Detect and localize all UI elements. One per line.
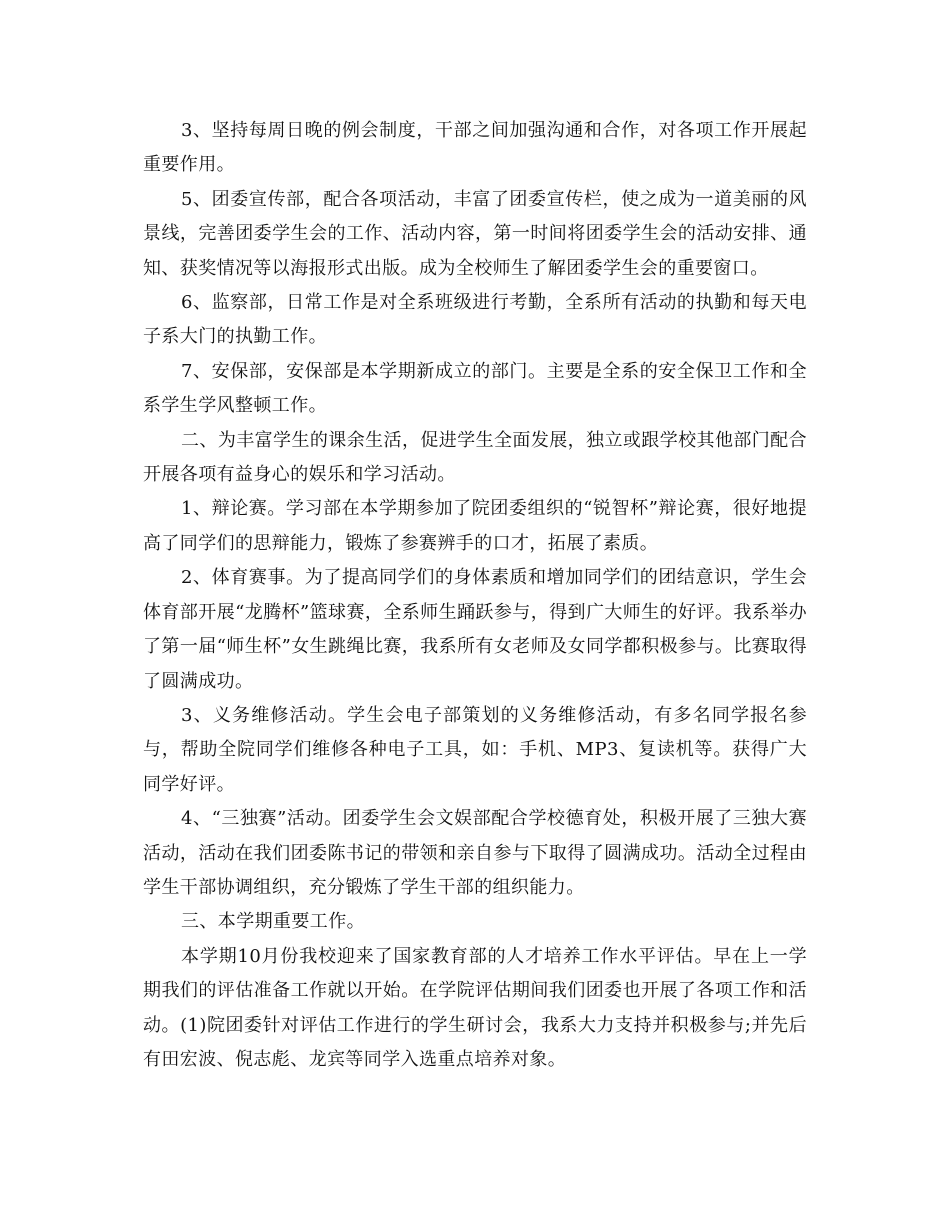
paragraph-section-three-heading: 三、本学期重要工作。 [181,911,365,933]
paragraph-supervision-dept: 6、监察部，日常工作是对全系班级进行考勤，全系所有活动的执勤和每天电子系大门的执勤工作。 [143,292,807,348]
document-body [143,114,807,1077]
paragraph-three-solo-contest: 4、“三独赛”活动。团委学生会文娱部配合学校德育处，积极开展了三独大赛活动，活动在我们团委陈书记的带领和亲自参与下取得了圆满成功。活动全过程由学生干部协调组织，充分锻炼了学生干部的组织能力。 [143,808,807,898]
paragraph-debate: 1、辩论赛。学习部在本学期参加了院团委组织的“锐智杯”辩论赛，很好地提高了同学们的思辩能力，锻炼了参赛辨手的口才，拓展了素质。 [143,498,807,554]
paragraph-volunteer-repair: 3、义务维修活动。学生会电子部策划的义务维修活动，有多名同学报名参与，帮助全院同学们维修各种电子工具，如：手机、MP3、复读机等。获得广大同学好评。 [143,704,807,795]
paragraph-weekly-meeting: 3、坚持每周日晚的例会制度，干部之间加强沟通和合作，对各项工作开展起重要作用。 [143,120,807,176]
paragraph-section-two-heading: 二、为丰富学生的课余生活，促进学生全面发展，独立或跟学校其他部门配合开展各项有益身心的娱乐和学习活动。 [143,429,807,486]
paragraph-evaluation-work: 本学期10月份我校迎来了国家教育部的人才培养工作水平评估。早在上一学期我们的评估准备工作就以开始。在学院评估期间我们团委也开展了各项工作和活动。(1)院团委针对评估工作进行的学生研讨会，我系大力支持并积极参与;并先后有田宏波、倪志彪、龙宾等同学入选重点培养对象。 [143,945,807,1070]
paragraph-publicity-dept: 5、团委宣传部，配合各项活动，丰富了团委宣传栏，使之成为一道美丽的风景线，完善团委学生会的工作、活动内容，第一时间将团委学生会的活动安排、通知、获奖情况等以海报形式出版。成为全校师生了解团委学生会的重要窗口。 [143,188,807,279]
paragraph-sports-events: 2、体育赛事。为了提高同学们的身体素质和增加同学们的团结意识，学生会体育部开展“龙腾杯”篮球赛，全系师生踊跃参与，得到广大师生的好评。我系举办了第一届“师生杯”女生跳绳比赛，我系所有女老师及女同学都积极参与。比赛取得了圆满成功。 [143,567,807,692]
paragraph-security-dept: 7、安保部，安保部是本学期新成立的部门。主要是全系的安全保卫工作和全系学生学风整顿工作。 [143,360,807,417]
